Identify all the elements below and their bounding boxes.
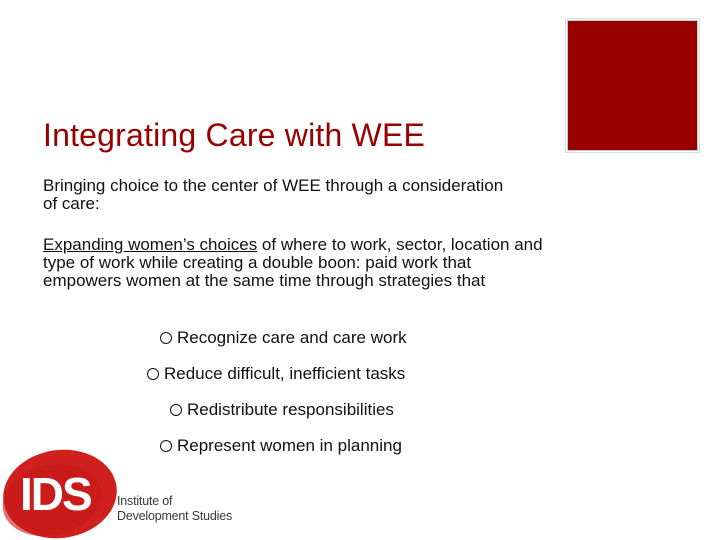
ids-logo-icon [0,440,260,540]
slide-title: Integrating Care with WEE [43,117,426,153]
bullet-text: Represent women in planning [177,436,402,455]
logo-line-1: Institute of [117,494,173,508]
bullet-item [170,400,394,420]
logo-line-2: Development Studies [117,509,233,523]
logo-mark: IDS [20,468,91,520]
bullet-text: Recognize care and care work [177,328,407,347]
strategy-paragraph [43,236,553,290]
circle-bullet-icon [170,404,182,416]
bullet-item [147,364,405,384]
accent-square [568,21,697,150]
bullet-text: Redistribute responsibilities [187,400,394,419]
circle-bullet-icon [147,368,159,380]
intro-paragraph: Bringing choice to the center of WEE through a consideration of care: [43,176,504,213]
bullet-item [160,328,407,348]
strategy-paragraph-text: of where to work, sector, location and type of work while creating a double boon: paid work that empowers women at the same time through strategies that [43,235,543,290]
emphasis-phrase: Expanding women’s choices [43,235,258,254]
bullet-text: Reduce difficult, inefficient tasks [164,364,406,383]
circle-bullet-icon [160,332,172,344]
